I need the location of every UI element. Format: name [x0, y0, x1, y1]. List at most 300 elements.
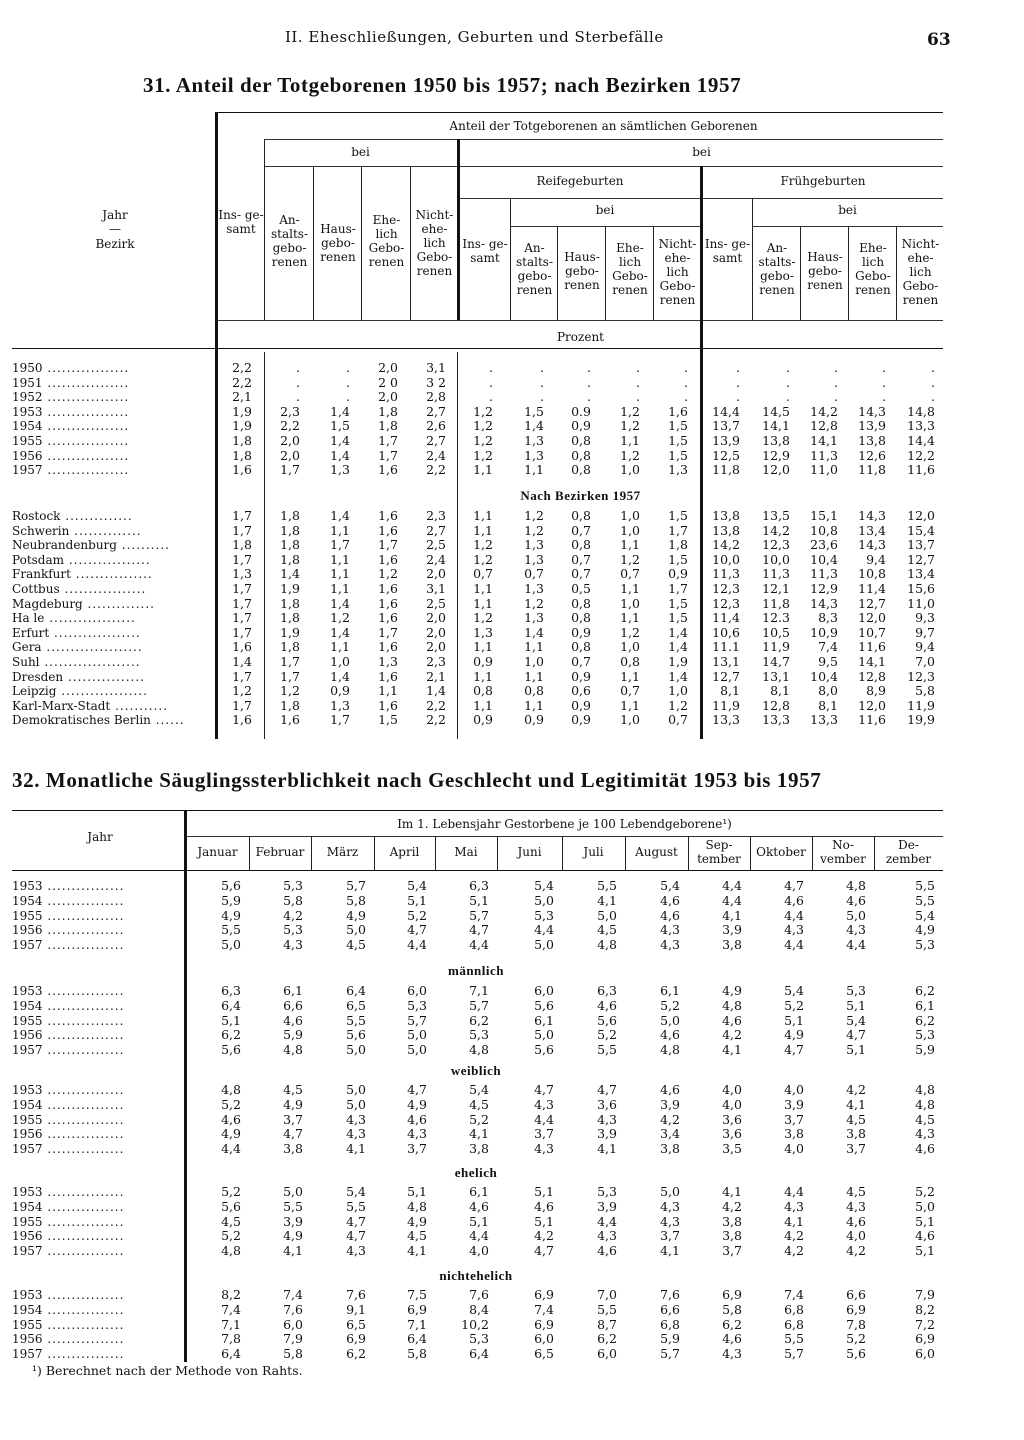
- value-cell: 5,9: [915, 1042, 935, 1058]
- value-cell: 4,8: [915, 1082, 935, 1097]
- value-cell: .: [346, 374, 350, 390]
- value-cell: .: [540, 389, 544, 405]
- value-cell: 4,2: [722, 1027, 742, 1043]
- year-label: 1957 ................: [12, 1347, 125, 1362]
- value-cell: 4,4: [784, 1184, 804, 1199]
- value-cell: 5,2: [221, 1096, 241, 1112]
- header-bei: bei: [692, 145, 711, 159]
- rule: [12, 348, 943, 349]
- value-cell: 0,7: [668, 712, 688, 728]
- leader-dots: ..................: [56, 684, 148, 699]
- value-cell: 4,5: [915, 1111, 935, 1127]
- leader-dots: ................: [42, 1083, 125, 1097]
- value-cell: 3,7: [846, 1141, 866, 1157]
- value-cell: 1,4: [330, 508, 350, 523]
- value-cell: 7,6: [283, 1301, 303, 1317]
- bezirk-label: Potsdam .................: [12, 552, 151, 567]
- year-label: 1956 ................: [12, 1229, 125, 1244]
- value-cell: 5,3: [846, 983, 866, 998]
- value-cell: 12,9: [762, 447, 790, 463]
- value-cell: 5,1: [534, 1184, 554, 1199]
- value-cell: 1,7: [280, 654, 300, 669]
- value-cell: .: [636, 374, 640, 390]
- value-cell: 4,3: [660, 1198, 680, 1214]
- value-cell: 1,0: [620, 508, 640, 523]
- header-gestorbene: Im 1. Lebensjahr Gestorbene je 100 Lebendgeborene¹): [397, 817, 732, 831]
- value-cell: 6,9: [346, 1331, 366, 1347]
- value-cell: 5,0: [407, 1027, 427, 1043]
- value-cell: .: [931, 360, 935, 375]
- value-cell: 5,0: [346, 1082, 366, 1097]
- value-cell: 13,9: [858, 418, 886, 434]
- value-cell: 2 0: [378, 374, 398, 390]
- value-cell: 4,7: [534, 1243, 554, 1259]
- value-cell: 1,7: [330, 537, 350, 553]
- value-cell: 1,2: [620, 403, 640, 419]
- value-cell: 6,2: [915, 983, 935, 998]
- value-cell: 5,0: [846, 907, 866, 923]
- value-cell: 1,5: [668, 610, 688, 626]
- value-cell: 5,1: [846, 1042, 866, 1058]
- value-cell: 11,0: [907, 595, 935, 611]
- value-cell: 7,8: [846, 1316, 866, 1332]
- leader-dots: ................: [42, 879, 125, 893]
- footnote: ¹) Berechnet nach der Methode von Rahts.: [32, 1363, 303, 1378]
- value-cell: 1,7: [232, 610, 252, 626]
- value-cell: 11,9: [907, 697, 935, 713]
- year-label: 1953 ................: [12, 1288, 125, 1302]
- value-cell: 10,8: [858, 566, 886, 582]
- value-cell: .: [540, 374, 544, 390]
- value-cell: .: [834, 389, 838, 405]
- value-cell: .: [882, 360, 886, 375]
- bezirk-label: Cottbus .................: [12, 582, 147, 596]
- value-cell: 1,1: [473, 581, 493, 596]
- value-cell: 1,8: [232, 537, 252, 553]
- value-cell: 4,4: [722, 892, 742, 908]
- value-cell: 10,0: [712, 551, 740, 567]
- value-cell: .: [882, 374, 886, 390]
- value-cell: 4,1: [469, 1126, 489, 1142]
- value-cell: 3,8: [722, 937, 742, 953]
- value-cell: 6,0: [283, 1316, 303, 1332]
- value-cell: 2,7: [426, 522, 446, 538]
- year-label: 1954 .................: [12, 419, 130, 434]
- value-cell: 2,3: [280, 403, 300, 419]
- value-cell: 2,3: [426, 508, 446, 523]
- value-cell: 3,6: [722, 1126, 742, 1142]
- month-header: Juli: [583, 845, 604, 859]
- value-cell: 6,9: [722, 1287, 742, 1302]
- column-divider: [653, 226, 654, 320]
- value-cell: 5,2: [469, 1111, 489, 1127]
- value-cell: 4,2: [846, 1243, 866, 1259]
- value-cell: 5,6: [597, 1012, 617, 1028]
- value-cell: 4,2: [846, 1082, 866, 1097]
- value-cell: 5,3: [469, 1027, 489, 1043]
- year-label: 1957 .................: [12, 463, 130, 478]
- value-cell: 4,5: [221, 1213, 241, 1229]
- value-cell: 4,6: [660, 1027, 680, 1043]
- value-cell: 5,6: [221, 1198, 241, 1214]
- value-cell: 4,8: [660, 1042, 680, 1058]
- value-cell: 1,1: [473, 595, 493, 611]
- value-cell: 0,9: [330, 683, 350, 699]
- value-cell: 1,1: [330, 566, 350, 582]
- bezirk-label: Suhl ....................: [12, 655, 141, 669]
- month-header: April: [389, 845, 420, 859]
- value-cell: 4,9: [722, 983, 742, 998]
- value-cell: 8,0: [818, 683, 838, 699]
- value-cell: 4,1: [597, 1141, 617, 1157]
- header-insgesamt: Ins- ge- samt: [218, 208, 264, 236]
- month-header: August: [635, 845, 678, 859]
- value-cell: 4,1: [722, 1042, 742, 1058]
- value-cell: 14,1: [810, 433, 838, 448]
- value-cell: 1,9: [280, 624, 300, 640]
- value-cell: 12,7: [858, 595, 886, 611]
- value-cell: 5,4: [534, 878, 554, 893]
- value-cell: 1,1: [620, 697, 640, 713]
- value-cell: 1,1: [330, 639, 350, 655]
- value-cell: 3,1: [426, 360, 446, 375]
- value-cell: 7,1: [221, 1316, 241, 1332]
- value-cell: 4,3: [346, 1126, 366, 1142]
- year-label: 1957 ................: [12, 1142, 125, 1157]
- value-cell: 3,8: [722, 1213, 742, 1229]
- value-cell: 6,9: [915, 1331, 935, 1347]
- value-cell: 3,6: [597, 1096, 617, 1112]
- value-cell: 1,1: [473, 522, 493, 538]
- value-cell: 1,1: [473, 462, 493, 478]
- value-cell: 4,8: [221, 1243, 241, 1259]
- value-cell: .: [636, 389, 640, 405]
- value-cell: .: [931, 389, 935, 405]
- value-cell: 6,9: [407, 1301, 427, 1317]
- month-header: Oktober: [756, 845, 806, 859]
- value-cell: 1,4: [668, 624, 688, 640]
- value-cell: 10,0: [762, 551, 790, 567]
- value-cell: 11.1: [712, 639, 740, 655]
- month-header: De- zember: [885, 838, 932, 866]
- value-cell: 5,2: [784, 997, 804, 1013]
- value-cell: 3,7: [534, 1126, 554, 1142]
- value-cell: 6,4: [221, 1346, 241, 1362]
- rule: [12, 870, 943, 871]
- value-cell: 1,0: [620, 712, 640, 728]
- value-cell: 5,7: [784, 1346, 804, 1362]
- group-heading: nichtehelich: [439, 1268, 513, 1283]
- value-cell: 1,4: [330, 403, 350, 419]
- value-cell: 5,0: [534, 937, 554, 953]
- bezirk-label: Neubrandenburg ..........: [12, 538, 170, 553]
- rule: [218, 112, 943, 113]
- value-cell: 1,8: [280, 551, 300, 567]
- column-divider: [313, 166, 314, 320]
- value-cell: 0,9: [571, 418, 591, 434]
- value-cell: 7,4: [283, 1287, 303, 1302]
- month-header: No- vember: [820, 838, 866, 866]
- value-cell: 1,4: [668, 639, 688, 655]
- value-cell: 1,2: [473, 537, 493, 553]
- value-cell: 15,6: [907, 581, 935, 596]
- header-bei: bei: [838, 203, 857, 217]
- leader-dots: .................: [64, 552, 151, 567]
- value-cell: 1,7: [232, 668, 252, 684]
- value-cell: 0,7: [473, 566, 493, 582]
- value-cell: 2,0: [378, 389, 398, 405]
- value-cell: 5,5: [915, 878, 935, 893]
- value-cell: .: [736, 374, 740, 390]
- value-cell: 1,6: [232, 639, 252, 655]
- year-label: 1955 ................: [12, 1013, 125, 1028]
- value-cell: 6,6: [846, 1287, 866, 1302]
- leader-dots: ................: [42, 1127, 125, 1142]
- value-cell: 7,4: [534, 1301, 554, 1317]
- value-cell: 1,2: [524, 522, 544, 538]
- value-cell: 4,6: [784, 892, 804, 908]
- value-cell: 4,4: [722, 878, 742, 893]
- value-cell: 7,0: [915, 654, 935, 669]
- value-cell: 1,9: [232, 403, 252, 419]
- column-divider: [410, 166, 411, 320]
- value-cell: 11,0: [810, 462, 838, 478]
- value-cell: 1,2: [378, 566, 398, 582]
- value-cell: 4,6: [597, 1243, 617, 1259]
- value-cell: 5,3: [283, 922, 303, 938]
- month-header: Mai: [454, 845, 478, 859]
- leader-dots: ..................: [49, 625, 141, 640]
- value-cell: 0,8: [571, 508, 591, 523]
- month-header: Sep- tember: [697, 838, 741, 866]
- value-cell: .: [786, 389, 790, 405]
- value-cell: 1,4: [330, 595, 350, 611]
- value-cell: 5,5: [597, 1042, 617, 1058]
- value-cell: 5,9: [221, 892, 241, 908]
- value-cell: 12,3: [712, 581, 740, 596]
- value-cell: 14,7: [762, 654, 790, 669]
- value-cell: 0,8: [571, 447, 591, 463]
- rule: [186, 836, 943, 837]
- value-cell: 2,7: [426, 403, 446, 419]
- value-cell: 5,1: [469, 892, 489, 908]
- column-divider: [605, 226, 606, 320]
- bezirk-label: Karl-Marx-Stadt ...........: [12, 698, 169, 713]
- value-cell: 6,0: [534, 1331, 554, 1347]
- value-cell: .: [786, 374, 790, 390]
- value-cell: 14,2: [712, 537, 740, 553]
- value-cell: 5,6: [534, 997, 554, 1013]
- value-cell: .: [346, 389, 350, 405]
- value-cell: 6,9: [534, 1316, 554, 1332]
- value-cell: 14,3: [810, 595, 838, 611]
- value-cell: 1,2: [668, 697, 688, 713]
- bezirk-label: Demokratisches Berlin ......: [12, 713, 185, 728]
- value-cell: 13,8: [712, 508, 740, 523]
- value-cell: 1,3: [232, 566, 252, 582]
- value-cell: 12,6: [858, 447, 886, 463]
- leader-dots: ................: [42, 1142, 125, 1157]
- value-cell: 1,5: [668, 551, 688, 567]
- value-cell: 5,6: [221, 1042, 241, 1058]
- value-cell: 12,9: [810, 581, 838, 596]
- value-cell: 14,3: [858, 403, 886, 419]
- value-cell: 12,1: [762, 581, 790, 596]
- value-cell: 5,3: [597, 1184, 617, 1199]
- header-haus: Haus- gebo- renen: [564, 250, 600, 292]
- value-cell: 5,9: [283, 1027, 303, 1043]
- value-cell: 4,3: [660, 937, 680, 953]
- value-cell: 4,2: [722, 1198, 742, 1214]
- header-ehelich: Ehe- lich Gebo- renen: [368, 213, 405, 269]
- value-cell: 4,7: [846, 1027, 866, 1043]
- value-cell: 4,5: [469, 1096, 489, 1112]
- value-cell: 0,6: [571, 683, 591, 699]
- leader-dots: .................: [42, 361, 130, 375]
- stub-header-bezirk: Bezirk: [95, 237, 135, 251]
- value-cell: 2,4: [426, 447, 446, 463]
- value-cell: .: [296, 389, 300, 405]
- year-label: 1954 ................: [12, 998, 125, 1013]
- value-cell: 4,9: [221, 907, 241, 923]
- value-cell: 5,1: [469, 1213, 489, 1229]
- rule: [264, 139, 943, 140]
- value-cell: 4,8: [846, 878, 866, 893]
- value-cell: 1,2: [524, 508, 544, 523]
- value-cell: .: [489, 374, 493, 390]
- value-cell: 1,0: [668, 683, 688, 699]
- value-cell: 13,8: [712, 522, 740, 538]
- value-cell: 4,3: [346, 1111, 366, 1127]
- value-cell: 4,1: [407, 1243, 427, 1259]
- value-cell: 13,8: [762, 433, 790, 448]
- value-cell: 4,6: [469, 1198, 489, 1214]
- value-cell: 0,5: [571, 581, 591, 596]
- value-cell: 4,9: [407, 1213, 427, 1229]
- value-cell: 6,1: [915, 997, 935, 1013]
- value-cell: 12,7: [712, 668, 740, 684]
- value-cell: 9,5: [818, 654, 838, 669]
- year-label: 1957 ................: [12, 938, 125, 953]
- value-cell: 1,1: [524, 639, 544, 655]
- value-cell: 4,6: [597, 997, 617, 1013]
- leader-dots: ................: [42, 1199, 125, 1214]
- value-cell: 0,9: [571, 697, 591, 713]
- value-cell: 5,4: [469, 1082, 489, 1097]
- value-cell: 12,3: [762, 537, 790, 553]
- value-cell: 1,2: [620, 447, 640, 463]
- value-cell: 6,3: [597, 983, 617, 998]
- value-cell: 0,9: [524, 712, 544, 728]
- bezirk-label: Dresden ................: [12, 669, 145, 684]
- value-cell: 4,8: [915, 1096, 935, 1112]
- value-cell: 1,2: [473, 610, 493, 626]
- value-cell: 1,8: [378, 418, 398, 434]
- leader-dots: ................: [42, 1229, 125, 1244]
- leader-dots: ..............: [82, 596, 155, 611]
- value-cell: 7,6: [346, 1287, 366, 1302]
- value-cell: 1,1: [473, 639, 493, 655]
- column-divider: [361, 166, 362, 320]
- value-cell: 4,6: [660, 907, 680, 923]
- value-cell: 12,8: [810, 418, 838, 434]
- value-cell: 0,8: [571, 433, 591, 448]
- value-cell: 8,2: [915, 1301, 935, 1317]
- value-cell: 6,1: [660, 983, 680, 998]
- value-cell: 0,8: [524, 683, 544, 699]
- value-cell: 5,2: [221, 1228, 241, 1244]
- year-label: 1955 ................: [12, 908, 125, 923]
- leader-dots: ....................: [39, 655, 141, 669]
- value-cell: 9,4: [915, 639, 935, 655]
- value-cell: 4,5: [346, 937, 366, 953]
- value-cell: 1,3: [473, 624, 493, 640]
- value-cell: 3,9: [722, 922, 742, 938]
- year-label: 1954 ................: [12, 1097, 125, 1112]
- value-cell: 4,5: [407, 1228, 427, 1244]
- value-cell: 4,7: [283, 1126, 303, 1142]
- value-cell: 6,0: [407, 983, 427, 998]
- value-cell: 4,5: [283, 1082, 303, 1097]
- value-cell: 4,6: [660, 1082, 680, 1097]
- value-cell: 4,3: [346, 1243, 366, 1259]
- value-cell: 6,2: [346, 1346, 366, 1362]
- leader-dots: .................: [42, 419, 130, 434]
- value-cell: 13,1: [762, 668, 790, 684]
- column-divider: [896, 226, 897, 320]
- value-cell: 1,7: [378, 537, 398, 553]
- value-cell: 9,4: [866, 551, 886, 567]
- year-label: 1953 ................: [12, 1083, 125, 1097]
- value-cell: 11,3: [810, 566, 838, 582]
- value-cell: 2,0: [280, 447, 300, 463]
- value-cell: 5,4: [407, 878, 427, 893]
- value-cell: 1,6: [378, 697, 398, 713]
- column-divider: [457, 139, 460, 320]
- value-cell: 5,6: [346, 1027, 366, 1043]
- value-cell: 4,1: [346, 1141, 366, 1157]
- value-cell: 5,0: [534, 892, 554, 908]
- value-cell: 13,7: [712, 418, 740, 434]
- value-cell: .: [587, 374, 591, 390]
- value-cell: .: [346, 360, 350, 375]
- value-cell: 8,3: [818, 610, 838, 626]
- value-cell: 7,8: [221, 1331, 241, 1347]
- value-cell: 5,0: [915, 1198, 935, 1214]
- value-cell: 2,2: [280, 418, 300, 434]
- value-cell: 5,3: [915, 1027, 935, 1043]
- value-cell: 1,8: [232, 447, 252, 463]
- value-cell: 0,9: [571, 668, 591, 684]
- value-cell: 5,2: [407, 907, 427, 923]
- group-heading: männlich: [447, 963, 504, 978]
- value-cell: 4,9: [784, 1027, 804, 1043]
- value-cell: 1,5: [668, 595, 688, 611]
- value-cell: 7,9: [915, 1287, 935, 1302]
- month-header: Februar: [255, 845, 305, 859]
- table-31-title: 31. Anteil der Totgeborenen 1950 bis 1957; nach Bezirken 1957: [143, 73, 742, 97]
- value-cell: 4,9: [221, 1126, 241, 1142]
- year-label: 1956 ................: [12, 1028, 125, 1043]
- value-cell: 0,7: [620, 683, 640, 699]
- value-cell: 1,2: [620, 418, 640, 434]
- value-cell: 0,9: [571, 624, 591, 640]
- leader-dots: ..............: [69, 523, 142, 538]
- value-cell: 2,6: [426, 418, 446, 434]
- year-label: 1953 ................: [12, 879, 125, 893]
- value-cell: 6,5: [346, 1316, 366, 1332]
- value-cell: 13,8: [858, 433, 886, 448]
